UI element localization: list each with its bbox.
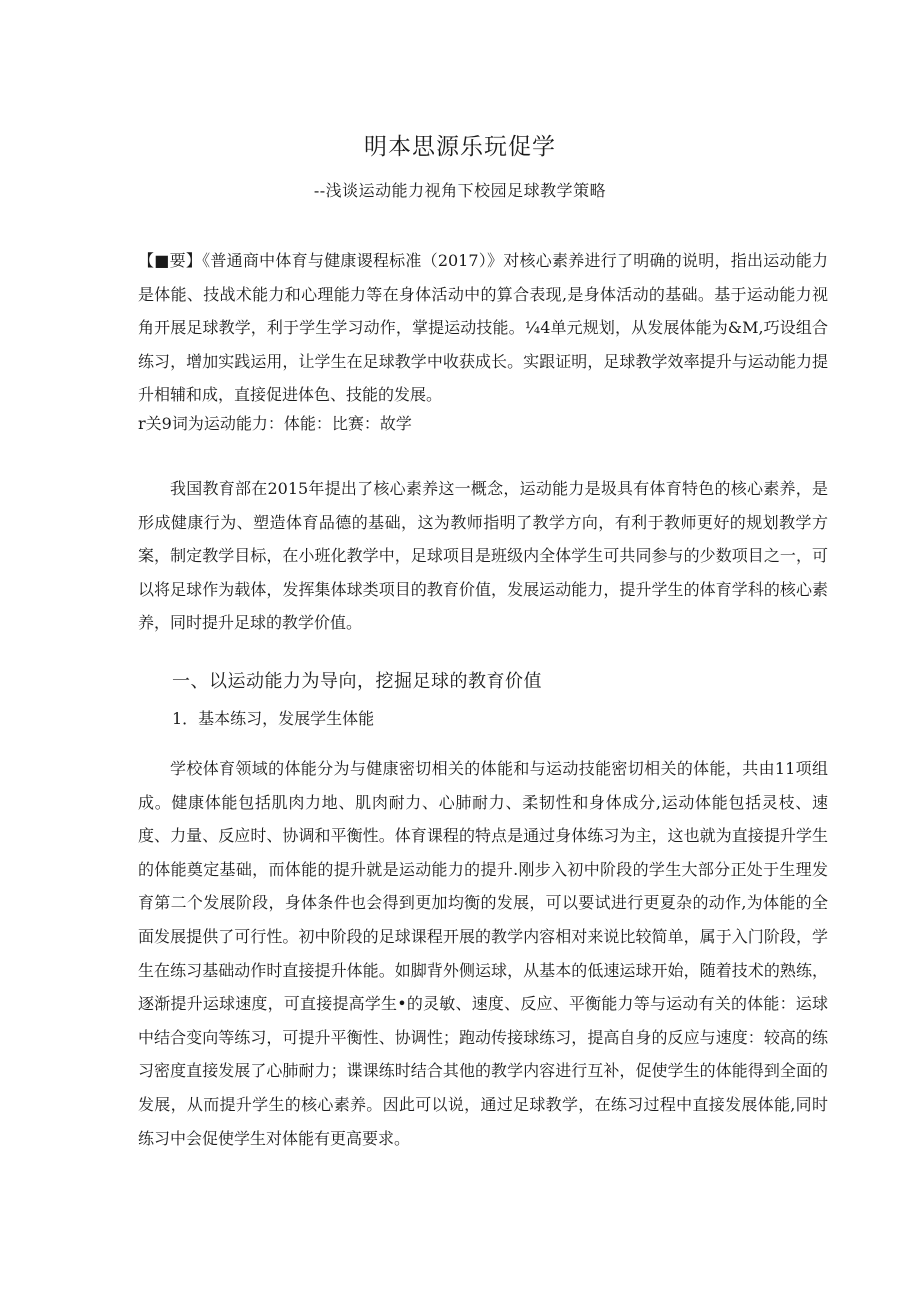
intro-paragraph: 我国教育部在2015年提出了核心素养这一概念，运动能力是圾具有体育特色的核心素养，是形成健康行为、塑造体育品德的基础，这为教师指明了教学方向，有利于教师更好的规划教学方案，制定教学目标，在小班化教学中，足球项目是班级内全体学生可共同参与的少数项目之一，可以将足球作为载体，发挥集体球类项目的教育价值，发展运动能力，提升学生的体育学科的核心素养，同时提升足球的教学价值。: [138, 479, 828, 633]
document-subtitle: --浅谈运动能力视角下校园足球教学策略: [313, 181, 607, 200]
body-paragraph: 学校体育领域的体能分为与健康密切相关的体能和与运动技能密切相关的体能，共由11项组成。健康体能包括肌肉力地、肌肉耐力、心肺耐力、柔韧性和身体成分,运动体能包括灵枝、速度、力量、反应时、协调和平衡性。体育课程的特点是通过身体练习为主，这也就为直接提升学生的体能奠定基础，而体能的提升就是运动能力的提升.刚步入初中阶段的学生大部分正处于生理发育第二个发展阶段，身体条件也会得到更加均衡的发展，可以要试进行更夏杂的动作,为体能的全面发展提供了可行性。初中阶段的足球课程开展的教学内容相对来说比较简单，属于入门阶段，学生在练习基础动作时直接提升体能。如脚背外侧运球，从基本的低速运球开始，随着技术的熟练，逐渐提升运球速度，可直接提高学生•的灵敏、速度、反应、平衡能力等与运动有关的体能：运球中结合变向等练习，可提升平衡性、协调性；跑动传接球练习，提高自身的反应与速度：较高的练习密度直接发展了心肺耐力；谍课练时结合其他的教学内容进行互补，促使学生的体能得到全面的发展，从而提升学生的核心素养。因此可以说，通过足球教学，在练习过程中直接发展体能,同时练习中会促使学生对体能有更高要求。: [138, 759, 828, 1148]
document-title: 明本思源乐玩促学: [364, 134, 556, 160]
subsection-heading: 1．基本练习，发展学生体能: [172, 709, 375, 728]
section-heading: 一、以运动能力为导向，挖掘足球的教育价值: [172, 671, 542, 692]
abstract-paragraph: 【■要】《普通商中体育与健康谡程标准（2017）》对核心素养进行了明确的说明，指出运动能力是体能、技战术能力和心理能力等在身体活动中的算合表现,是身体活动的基础。基于运动能力视角开展足球教学，利于学生学习动作，掌提运动技能。¼4单元规划，从发展体能为&M,巧设组合练习，增加实践运用，让学生在足球教学中收获成长。实跟证明，足球教学效率提升与运动能力提升相辅和成，直接促进体色、技能的发展。: [138, 251, 828, 405]
keywords-line: r关9词为运动能力：体能：比赛：故学: [138, 414, 412, 433]
